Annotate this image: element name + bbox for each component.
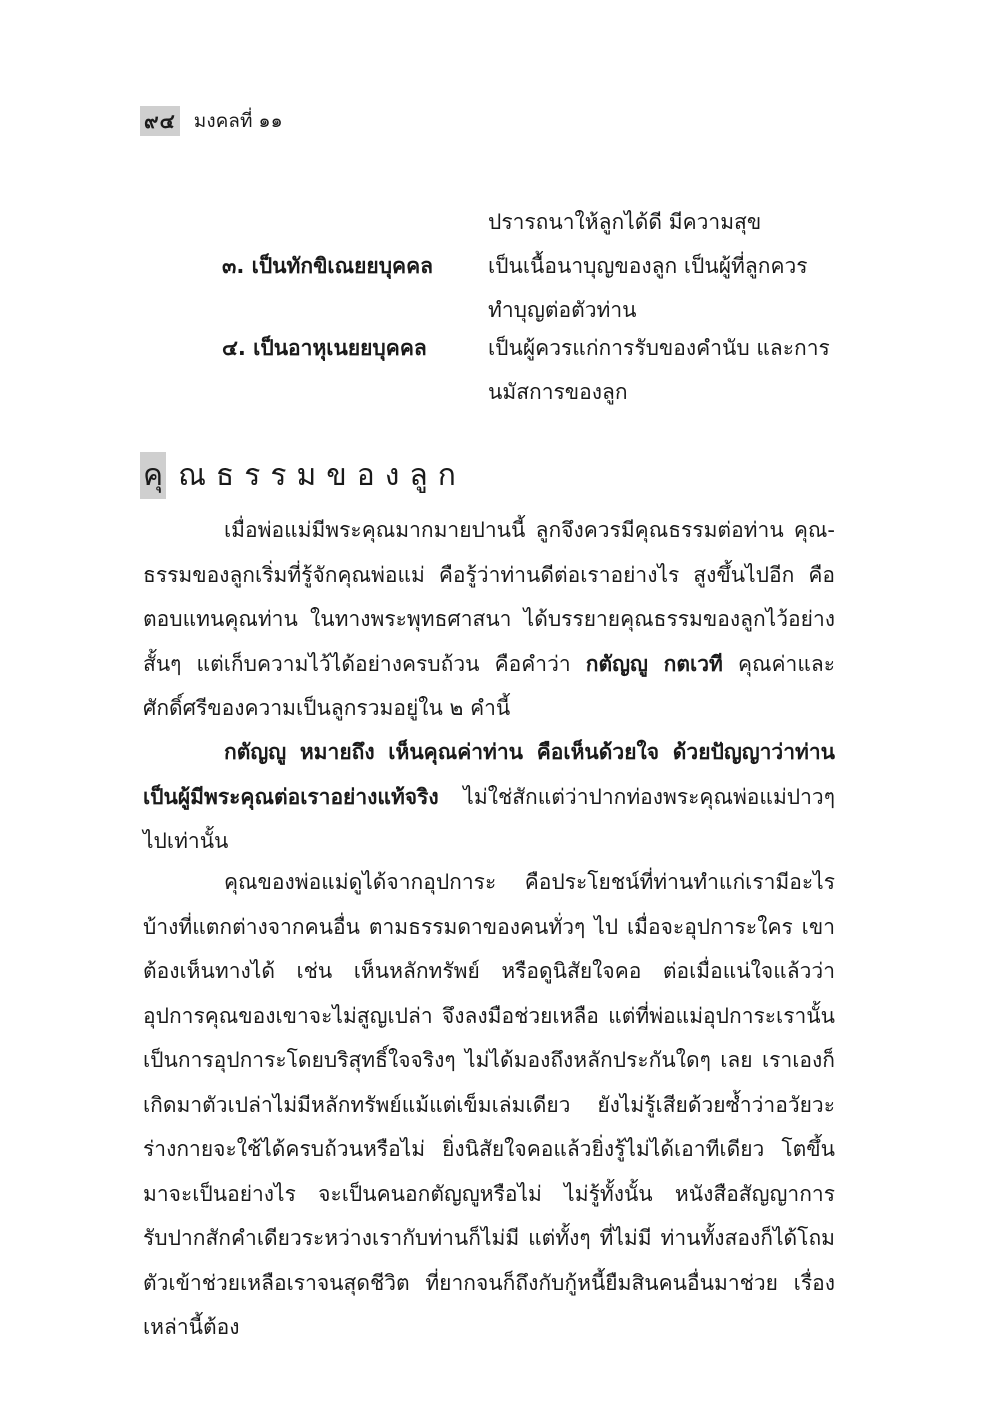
definition-desc: เป็นผู้ควรแก่การรับของคำนับ และการ นมัสการของลูก	[488, 336, 830, 404]
section-heading-first-char: คุ	[140, 452, 166, 499]
section-heading	[140, 452, 466, 498]
definition-desc: เป็นเนื้อนาบุญของลูก เป็นผู้ที่ลูกควร ทำบุญต่อตัวท่าน	[488, 254, 808, 322]
paragraph-1-bold: กตัญญู กตเวที	[585, 651, 723, 676]
section-heading-text: ณธรรมของลูก	[178, 457, 466, 493]
page-number: ๙๔	[140, 106, 180, 136]
page-header	[140, 106, 283, 136]
paragraph-2	[143, 730, 835, 864]
running-title: มงคลที่ ๑๑	[193, 110, 283, 132]
paragraph-1	[143, 508, 835, 731]
paragraph-1-text-a: เมื่อพ่อแม่มีพระคุณมากมายปานนี้ ลูกจึงควรมีคุณธรรมต่อท่าน คุณ-ธรรมของลูกเริ่มที่รู้จักคุณพ่อแม่ คือรู้ว่าท่านดีต่อเราอย่างไร สูงขึ้นไปอีก คือตอบแทนคุณท่าน ในทางพระพุทธศาสนา ได้บรรยายคุณธรรมของลูกไว้อย่างสั้นๆ แต่เก็บความไว้ได้อย่างครบถ้วน คือคำว่า	[143, 518, 835, 676]
paragraph-2-bold: กตัญญู หมายถึง เห็นคุณค่าท่าน คือเห็นด้วยใจ ด้วยปัญญาว่าท่านเป็นผู้มีพระคุณต่อเราอย่างแท้จริง	[143, 740, 835, 809]
paragraph-1-text-b: คุณค่าและศักดิ์ศรีของความเป็นลูกรวมอยู่ใน ๒ คำนี้	[143, 651, 836, 720]
paragraph-3: คุณของพ่อแม่ดูได้จากอุปการะ คือประโยชน์ที่ท่านทำแก่เรามีอะไรบ้างที่แตกต่างจากคนอื่น ตามธรรมดาของคนทั่วๆ ไป เมื่อจะอุปการะใคร เขาต้องเห็นทางได้ เช่น เห็นหลักทรัพย์ หรือดูนิสัยใจคอ ต่อเมื่อแน่ใจแล้วว่าอุปการคุณของเขาจะไม่สูญเปล่า จึงลงมือช่วยเหลือ แต่ที่พ่อแม่อุปการะเรานั้น เป็นการอุปการะโดยบริสุทธิ์ใจจริงๆ ไม่ได้มองถึงหลักประกันใดๆ เลย เราเองก็เกิดมาตัวเปล่าไม่มีหลักทรัพย์แม้แต่เข็มเล่มเดียว ยังไม่รู้เสียด้วยซ้ำว่าอวัยวะร่างกายจะใช้ได้ครบถ้วนหรือไม่ ยิ่งนิสัยใจคอแล้วยิ่งรู้ไม่ได้เอาทีเดียว โตขึ้นมาจะเป็นอย่างไร จะเป็นคนอกตัญญูหรือไม่ ไม่รู้ทั้งนั้น หนังสือสัญญาการรับปากสักคำเดียวระหว่างเรากับท่านก็ไม่มี แต่ทั้งๆ ที่ไม่มี ท่านทั้งสองก็ได้โถมตัวเข้าช่วยเหลือเราจนสุดชีวิต ที่ยากจนก็ถึงกับกู้หนี้ยืมสินคนอื่นมาช่วย เรื่องเหล่านี้ต้อง	[143, 870, 835, 1339]
definition-desc: ปรารถนาให้ลูกได้ดี มีความสุข	[488, 210, 762, 234]
paragraph-2-text: ไม่ใช่สักแต่ว่าปากท่องพระคุณพ่อแม่ปาวๆ ไปเท่านั้น	[143, 784, 835, 853]
definition-term: ๔. เป็นอาหุเนยยบุคคล	[222, 336, 427, 360]
definition-term: ๓. เป็นทักขิเณยยบุคคล	[222, 254, 433, 278]
